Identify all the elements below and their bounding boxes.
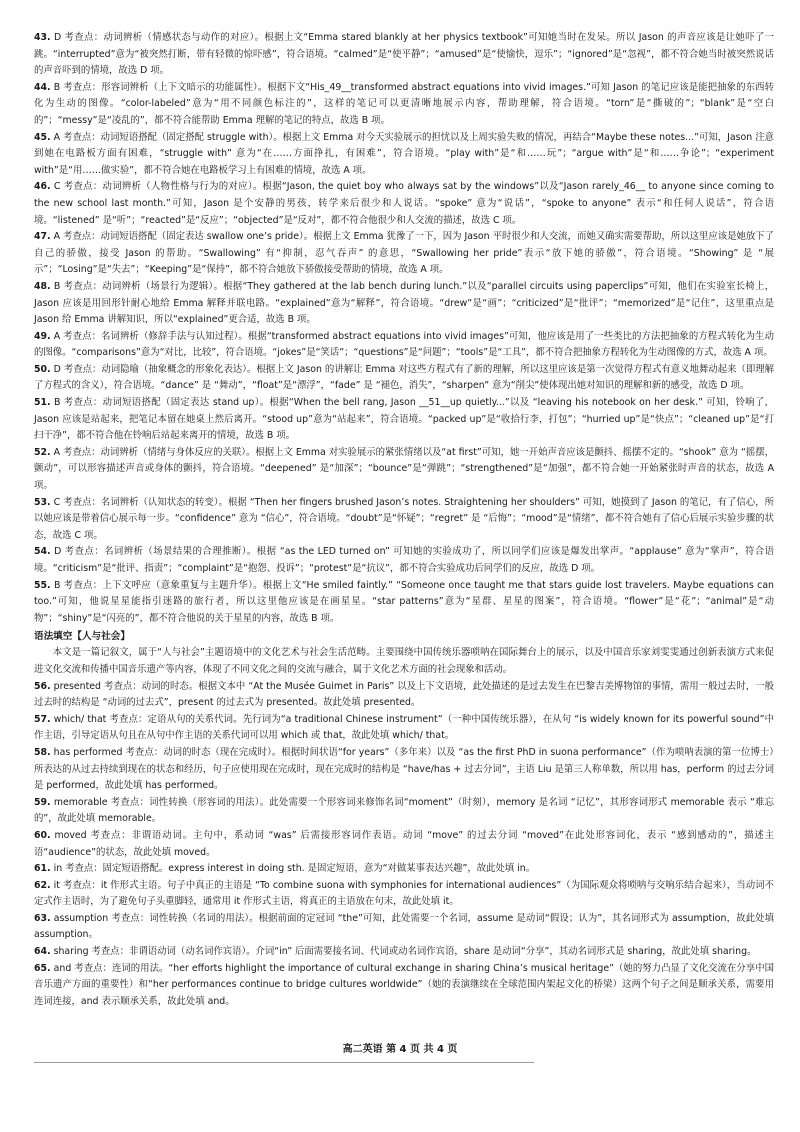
answer-item bbox=[34, 395, 774, 445]
answer-number: 44. bbox=[34, 81, 51, 93]
answer-explanation: D 考查点：名词辨析（场景结果的合理推断）。根据 “as the LED turned on” 可知她的实验成功了，所以同学们应该是爆发出掌声。“applause” 意为“掌声”，符合语境。“criticism”是“批评、指责”；“complaint”是“抱怨、投诉”；“protest”是“抗议”，都不符合实验成功后同学们的反应，故选 D 项。 bbox=[34, 546, 774, 574]
answer-item bbox=[34, 578, 774, 628]
answer-number: 59. bbox=[34, 796, 51, 808]
answer-number: 65. bbox=[34, 962, 51, 974]
answer-item bbox=[34, 229, 774, 279]
answer-number: 48. bbox=[34, 280, 51, 292]
answer-explanation: B 考查点：上下文呼应（意象重复与主题升华）。根据上文“He smiled faintly.” “Someone once taught me that stars guide lost travelers. Maybe equations can too.”可知，他说星星能指引迷路的旅行者，所以这里他应该是在画星星。“star patterns”意为“星群、星星的图案”，符合语境。“flower”是“花”；“animal”是“动物”；“shiny”是“闪亮的”，都不符合他说的关于星星的内容，故选 B 项。 bbox=[34, 579, 775, 624]
answer-item bbox=[34, 279, 774, 329]
answer-number: 49. bbox=[34, 330, 51, 342]
answer-number: 45. bbox=[34, 131, 51, 143]
answer-item bbox=[34, 861, 774, 878]
cloze-answers bbox=[34, 30, 774, 627]
answer-item bbox=[34, 362, 774, 395]
answer-item bbox=[34, 179, 774, 229]
answer-number: 52. bbox=[34, 446, 51, 458]
answer-explanation: A 考查点：动词短语搭配（固定搭配 struggle with）。根据上文 Emma 对今天实验展示的担忧以及上周实验失败的情况，再结合“Maybe these notes...”可知，Jason 注意到她在电路板方面有困难，“struggle with” 意为“在……方面挣扎，有困难”，符合语境。“play with”是“和……玩”；“argue with”是“和……争论”；“experiment with”是“用……做实验”，都不符合她在电路板学习上有困难的情境，故选 A 项。 bbox=[34, 131, 775, 176]
answer-item bbox=[34, 828, 774, 861]
answer-explanation: C 考查点：动词辨析（人物性格与行为的对应）。根据“Jason, the quiet boy who always sat by the windows”以及“Jason rarely_46__ to anyone since coming to the new school last month.”可知，Jason 是个安静的男孩，转学来后很少和人说话。“spoke” 意为“说话”，“spoke to anyone” 表示“和任何人说话”，符合语境。“listened” 是“听”；“reacted”是“反应”；“objected”是“反对”，都不符合他很少和人交流的描述，故选 C 项。 bbox=[34, 181, 774, 226]
answer-explanation: memorable 考查点：词性转换（形容词的用法）。此处需要一个形容词来修饰名词“moment”（时刻），memory 是名词 “记忆”，其形容词形式 memorable 表示 “难忘的”，故此处填 memorable。 bbox=[34, 796, 775, 825]
answer-explanation: A 考查点：名词辨析（修辞手法与认知过程）。根据“transformed abstract equations into vivid images”可知，他应该是用了一些类比的方法把抽象的方程式转化为生动的图像。“comparisons”意为“对比，比较”，符合语境。“jokes”是“笑话”；“questions”是“问题”；“tools”是“工具”，都不符合把抽象方程转化为生动图像的方式，故选 A 项。 bbox=[34, 330, 774, 359]
answer-item bbox=[34, 961, 774, 1011]
answer-item bbox=[34, 544, 774, 577]
answer-item bbox=[34, 911, 774, 944]
answer-explanation: moved 考查点：非谓语动词。主句中，系动词 “was” 后需接形容词作表语。动词 “move” 的过去分词 “moved”在此处形容词化，表示 “感到感动的”，描述主语“audience”的状态，故此处填 moved。 bbox=[34, 829, 774, 858]
answer-item bbox=[34, 130, 774, 180]
answer-number: 51. bbox=[34, 397, 51, 409]
answer-explanation: C 考查点：名词辨析（认知状态的转变）。根据 “Then her fingers brushed Jason’s notes. Straightening her shoulders” 可知，她摸到了 Jason 的笔记，有了信心，所以她应该是带着信心展示每一步。“confidence” 意为 “信心”，符合语境。“doubt”是“怀疑”；“regret” 是 “后悔”；“mood”是“情绪”，都不符合她有了信心后展示实验步骤的状态，故选 C 项。 bbox=[34, 496, 775, 541]
answer-item bbox=[34, 878, 774, 911]
answer-item bbox=[34, 712, 774, 745]
answer-item bbox=[34, 745, 774, 795]
answer-number: 53. bbox=[34, 496, 51, 508]
answer-number: 58. bbox=[34, 746, 51, 758]
answer-explanation: A 考查点：动词短语搭配（固定表达 swallow one’s pride）。根据上文 Emma 犹豫了一下，因为 Jason 平时很少和人交流，而她又确实需要帮助，所以这里应该是她放下了自己的骄傲，接受 Jason 的帮助。“Swallowing” 有“抑制，忍气吞声” 的意思，“Swallowing her pride”表示“放下她的骄傲”，符合语境。“Showing” 是 “展示”；“Losing”是“失去”；“Keeping”是“保持”，都不符合她放下骄傲接受帮助的情境，故选 A 项。 bbox=[34, 231, 775, 276]
answer-explanation: D 考查点：动词辨析（情感状态与动作的对应）。根据上文“Emma stared blankly at her physics textbook”可知她当时在发呆。所以 Jason 的声音应该是让她吓了一跳。“interrupted”意为“被突然打断，带有轻微的惊吓感”，符合语境。“calmed”是“使平静”；“amused”是“使愉快，逗乐”；“ignored”是“忽视”，都不符合她当时被突然说话的声音吓到的情境，故选 D 项。 bbox=[34, 32, 775, 77]
answer-item bbox=[34, 80, 774, 130]
answer-number: 43. bbox=[34, 32, 51, 43]
answer-number: 60. bbox=[34, 829, 51, 841]
answer-number: 64. bbox=[34, 946, 51, 958]
section-title: 语法填空【人与社会】 bbox=[34, 631, 130, 643]
answer-number: 61. bbox=[34, 863, 51, 875]
answer-explanation: has performed 考查点：动词的时态（现在完成时）。根据时间状语“for years”（多年来）以及 “as the first PhD in suona performance”（作为唢呐表演的第一位博士）所表达的从过去持续到现在的状态和经历，句子应使用现在完成时，现在完成时的结构是 “have/has + 过去分词”，主语 Liu 是第三人称单数，所以用 has，perform 的过去分词是 performed，故此处填 has performed。 bbox=[34, 746, 774, 792]
footer-divider bbox=[34, 1062, 534, 1063]
answer-number: 50. bbox=[34, 363, 51, 375]
answer-explanation: in 考查点：固定短语搭配。express interest in doing sth. 是固定短语，意为“对做某事表达兴趣”，故此处填 in。 bbox=[53, 863, 536, 875]
answer-explanation: B 考查点：动词辨析（场景行为逻辑）。根据“They gathered at the lab bench during lunch.”以及“parallel circuits using paperclips”可知，他们在实验室长椅上，Jason 应该是用回形针耐心地给 Emma 解释并联电路。“explained”意为“解释”，符合语境。“drew”是“画”；“criticized”是“批评”；“memorized”是“记住”，这里重点是 Jason 给 Emma 讲解知识，所以“explained”更合适，故选 B 项。 bbox=[34, 280, 775, 326]
answer-number: 54. bbox=[34, 546, 51, 558]
answer-item bbox=[34, 944, 774, 961]
answer-explanation: sharing 考查点：非谓语动词（动名词作宾语）。介词“in” 后面需要接名词、代词或动名词作宾语，share 是动词“分享”，其动名词形式是 sharing，故此处填 sharing。 bbox=[53, 946, 757, 958]
passage-summary: 本文是一篇记叙文，属于“人与社会”主题语境中的文化艺术与社会生活范畴。主要围绕中国传统乐器唢呐在国际舞台上的展示，以及中国音乐家刘雯雯通过创新表演方式来促进文化交流和传播中国音乐遗产等内容，体现了不同文化之间的交流与融合，属于文化艺术方面的社会现象和活动。 bbox=[34, 647, 774, 675]
answer-explanation: it 考查点：it 作形式主语。句子中真正的主语是 “To combine suona with symphonies for international audiences”（为国际观众将唢呐与交响乐结合起来），当动词不定式作主语时，为了避免句子头重脚轻，通常用 it 作形式主语，将真正的主语放在句末，故此处填 it。 bbox=[34, 879, 774, 908]
answer-item bbox=[34, 30, 774, 80]
answer-number: 62. bbox=[34, 879, 51, 891]
answer-item bbox=[34, 679, 774, 712]
answer-item bbox=[34, 329, 774, 362]
grammar-fill-answers bbox=[34, 679, 774, 1011]
answer-explanation: and 考查点：连词的用法。“her efforts highlight the importance of cultural exchange in sharing China’s musical heritage”（她的努力凸显了文化交流在分享中国音乐遗产方面的重要性）和“her performances continue to bridge cultures worldwide”（她的表演继续在全球范围内架起文化的桥梁）这两个句子之间是顺承关系，需要用连词连接，and 表示顺承关系，故此处填 and。 bbox=[34, 962, 774, 1007]
answer-item bbox=[34, 495, 774, 545]
answer-explanation: B 考查点：动词短语搭配（固定表达 stand up）。根据“When the bell rang, Jason __51__up quietly...”以及 “leaving his notebook on her desk.” 可知，铃响了，Jason 应该是站起来，把笔记本留在她桌上然后离开。“stood up”意为“站起来”，符合语境。“packed up”是“收拾行李，打包”；“hurried up”是“快点”；“cleaned up”是“打扫干净”，都不符合他在铃响后站起来离开的情境，故选 B 项。 bbox=[34, 397, 775, 442]
answer-number: 63. bbox=[34, 912, 51, 924]
answer-item bbox=[34, 795, 774, 828]
page-footer: 高二英语 第 4 页 共 4 页 bbox=[342, 1044, 458, 1055]
answer-number: 55. bbox=[34, 579, 51, 591]
answer-explanation: A 考查点：动词辨析（情绪与身体反应的关联）。根据上文 Emma 对实验展示的紧张情绪以及“at first”可知，她一开始声音应该是颤抖、摇摆不定的。“shook” 意为 “摇摆，颤动”，可以形容描述声音或身体的颤抖，符合语境。“deepened” 是“加深”；“bounce”是“弹跳”；“strengthened”是“加强”，都不符合她一开始紧张时声音的状态，故选 A 项。 bbox=[34, 446, 775, 492]
answer-explanation: B 考查点：形容词辨析（上下文暗示的功能属性）。根据下文“His_49__transformed abstract equations into vivid images.”可知 Jason 的笔记应该是能把抽象的东西转化为生动的图像。“color-labeled”意为“用不同颜色标注的”，这样的笔记可以更清晰地展示内容，帮助理解，符合语境。“torn”是“撕破的”；“blank”是“空白的”；“messy”是“凌乱的”，都不符合能帮助 Emma 理解的笔记的特点，故选 B 项。 bbox=[34, 81, 775, 126]
answer-number: 47. bbox=[34, 231, 51, 243]
answer-explanation: presented 考查点：动词的时态。根据文本中 “At the Musée Guimet in Paris” 以及上下文语境，此处描述的是过去发生在巴黎吉美博物馆的事情，需用一般过去时，一般过去时的结构是 “动词的过去式”，present 的过去式为 presented。故此处填 presented。 bbox=[34, 680, 774, 709]
answer-number: 46. bbox=[34, 181, 51, 193]
answer-explanation: D 考查点：动词隐喻（抽象概念的形象化表达）。根据上文 Jason 的讲解让 Emma 对这些方程式有了新的理解，所以这里应该是第一次觉得方程式有意义地舞动起来（即理解了方程式的含义），符合语境。“dance” 是 “舞动”，“float”是“漂浮”，“fade” 是 “褪色，消失”，“sharpen” 意为“削尖”使体现出她对知识的理解和新的感受，故选 D 项。 bbox=[34, 363, 774, 392]
answer-number: 57. bbox=[34, 713, 51, 725]
answer-explanation: assumption 考查点：词性转换（名词的用法）。根据前面的定冠词 “the”可知，此处需要一个名词，assume 是动词“假设；认为”，其名词形式为 assumption，故此处填 assumption。 bbox=[34, 912, 774, 941]
answer-explanation: which/ that 考查点：定语从句的关系代词。先行词为“a traditional Chinese instrument”（一种中国传统乐器），在从句 “is widely known for its powerful sound”中作主语，引导定语从句且在从句中作主语的关系代词可以用 which 或 that，故此处填 which/ that。 bbox=[34, 713, 774, 742]
answer-item bbox=[34, 445, 774, 495]
answer-number: 56. bbox=[34, 680, 51, 692]
